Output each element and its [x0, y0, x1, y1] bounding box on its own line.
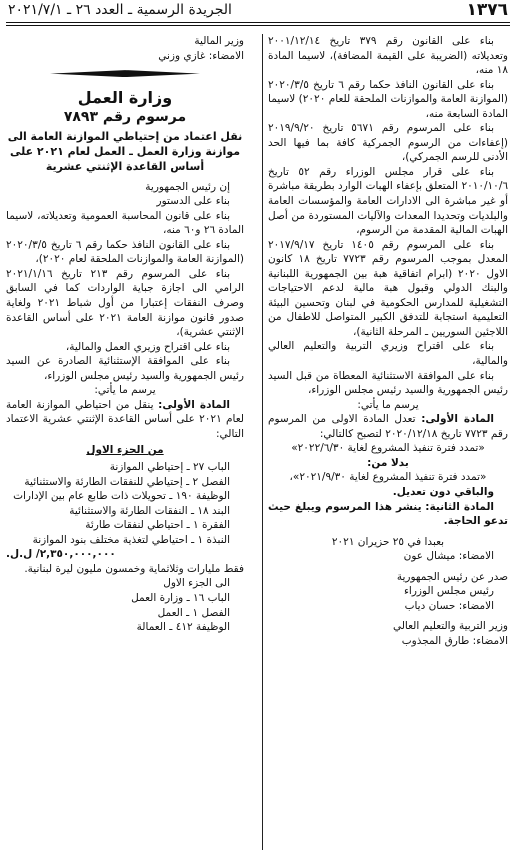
from-part-heading: من الجزء الاول — [86, 444, 164, 457]
issued-by: صدر عن رئيس الجمهورية — [396, 570, 508, 583]
paragraph: بناء على المرسوم رقم ٢١٣ تاريخ ٢٠٢١/١/١٦ الرامي الى اجازة جباية الواردات كما في السابق وصرف النفقات إعتبارا من أول شباط ٢٠٢١ ولغاية صدور قانون موازنة العامة ٢٠٢١ على أساس القاعدة الإثنتي عشرية)، — [6, 267, 244, 339]
column-divider — [262, 34, 263, 850]
budget-item: النبذة ١ ـ احتياطي لتغذية مختلف بنود الموازنة — [32, 533, 230, 546]
article-text: ينشر هذا المرسوم ويبلغ حيث تدعو الحاجة. — [268, 500, 508, 528]
header-rule — [6, 25, 510, 26]
signature: الامضاء: ميشال عون — [403, 550, 494, 563]
replace-label: بدلا من: — [367, 456, 409, 469]
paragraph: بناء على القانون النافذ حكما رقم ٦ تاريخ ٢٠٢٠/٣/٥ (الموازنة العامة والموازنات الملحقة لعام ٢٠٢٠)، — [6, 238, 244, 266]
date-line: بعبدا في ٢٥ حزيران ٢٠٢١ — [331, 535, 445, 548]
paragraph: بناء على قانون المحاسبة العمومية وتعديلاته، لاسيما المادة ٢٦ و٦٠ منه، — [6, 209, 244, 237]
paragraph: بناء على القانون رقم ٣٧٩ تاريخ ٢٠٠١/١٢/١٤ وتعديلاته (الضريبة على القيمة المضافة)، لاسيما المادة ١٨ منه، — [268, 35, 508, 77]
budget-item: الفصل ٢ ـ إحتياطي للنفقات الطارئة والاستثنائية — [24, 475, 230, 488]
article-label: المادة الأولى: — [158, 398, 230, 411]
budget-item: الوظيفة ١٩٠ ـ تحويلات ذات طابع عام بين الإدارات — [13, 490, 230, 503]
paragraph: بناء على اقتراح وزيري التربية والتعليم العالي والمالية، — [268, 340, 508, 368]
pm-title: رئيس مجلس الوزراء — [403, 585, 494, 598]
header-rule — [6, 22, 510, 23]
paragraph: إن رئيس الجمهورية — [145, 180, 230, 193]
budget-item: الباب ١٦ ـ وزارة العمل — [131, 591, 230, 604]
decree-title: نقل اعتماد من إحتياطي الموازنة العامة الى موازنة وزارة العمل ـ العمل لعام ٢٠٢١ على أساس القاعدة الإثنتي عشرية — [7, 129, 243, 173]
quote-new: «تمدد فترة تنفيذ المشروع لغاية ٢٠٢٢/٦/٣٠» — [291, 442, 485, 455]
quote-old: «تمدد فترة تنفيذ المشروع لغاية ٢٠٢١/٩/٣٠»، — [289, 471, 487, 484]
page-number: ١٣٧٦ — [466, 0, 508, 20]
paragraph: بناء على قرار مجلس الوزراء رقم ٥٢ تاريخ ٢٠١٠/١٠/٦ المتعلق بإعفاء الهبات الوارد بطريقة مباشرة أو غير مباشرة الى الادارات العامة والمؤسسات العامة والبلديات وتحديدا المعدات والآليات المستوردة من أصل الهبات المالية المقدمة من الرسوم، — [268, 165, 508, 237]
budget-item: الوظيفة ٤١٢ ـ العمالة — [136, 621, 230, 634]
article-label: المادة الثانية: — [425, 500, 494, 513]
ornament-divider — [6, 67, 244, 82]
article-1 — [6, 398, 244, 442]
minister-title: وزير التربية والتعليم العالي — [392, 620, 508, 633]
signature: الامضاء: طارق المجذوب — [401, 634, 508, 647]
page-header — [6, 0, 510, 26]
paragraph: بناء على الموافقة الاستثنائية المعطاة من قبل السيد رئيس الجمهورية والسيد رئيس مجلس الوزراء، — [268, 369, 508, 397]
budget-item: البند ١٨ ـ النفقات الطارئة والاستثنائية — [69, 504, 230, 517]
paragraph: بناء على القانون النافذ حكما رقم ٦ تاريخ ٢٠٢٠/٣/٥ (الموازنة العامة والموازنات الملحقة للعام ٢٠٢٠) لاسيما المادة السابعة منه، — [268, 78, 508, 120]
article-2 — [268, 500, 508, 529]
paragraph: بناء على الدستور — [156, 195, 230, 208]
paragraph: بناء على المرسوم رقم ١٤٠٥ تاريخ ٢٠١٧/٩/١٧ المعدل بموجب المرسوم رقم ٧٧٢٣ تاريخ ١٨ كانون الاول ٢٠٢٠ (ابرام اتفاقية هبة بين الجمهورية اللبنانية والبنك الدولي وقبول هبة مالية لدعم الاحتياجات التشغيلية للمدارس الحكومية في لبنان وتحسين البيئة التعليمية استجابة للتدفق الكبير المتواصل للاطفال من اللاجئين السوريين ـ المرحلة الثانية)، — [268, 238, 508, 338]
decrees-heading: يرسم ما يأتي: — [357, 398, 419, 411]
budget-item: الباب ٢٧ ـ إحتياطي الموازنة — [109, 461, 230, 474]
amount-words: فقط مليارات وثلاثماية وخمسون مليون ليرة لبنانية. — [24, 562, 244, 575]
article-label: المادة الأولى: — [421, 413, 494, 426]
article-text: تعدل المادة الاولى من المرسوم رقم ٧٧٢٣ تاريخ ٢٠٢٠/١٢/١٨ لتصبح كالتالي: — [268, 413, 508, 440]
paragraph: بناء على اقتراح وزيري العمل والمالية، — [65, 340, 230, 353]
article-text: ينقل من احتياطي الموازنة العامة لعام ٢٠٢١ على أساس القاعدة الإثنتي عشرية الاعتماد التالي: — [6, 398, 244, 440]
signature: الامضاء: حسان دياب — [404, 599, 494, 612]
ministry-heading: وزارة العمل — [77, 87, 173, 107]
amount: ٢,٣٥٠,٠٠٠,٠٠٠/ ل.ل. — [6, 548, 116, 561]
decrees-heading: يرسم ما يأتي: — [94, 384, 156, 397]
paragraph: بناء على المرسوم رقم ٥٦٧١ تاريخ ٢٠١٩/٩/٢٠ (إعفاءات من الرسوم الجمركية كافة بما فيها الحد الأدنى للرسم الجمركي)، — [268, 122, 508, 164]
header-title: الجريدة الرسمية ـ العدد ٢٦ ـ ٢٠٢١/٧/١ — [8, 2, 232, 18]
minister-title: وزير المالية — [194, 35, 244, 47]
left-column — [6, 34, 244, 635]
budget-item: الفقرة ١ ـ احتياطي لنفقات طارئة — [85, 519, 230, 532]
budget-item: الى الجزء الاول — [163, 577, 230, 590]
paragraph: بناء على الموافقة الإستثنائية الصادرة عن السيد رئيس الجمهورية والسيد رئيس مجلس الوزراء، — [6, 355, 244, 382]
budget-item: الفصل ١ ـ العمل — [157, 606, 230, 619]
right-column — [268, 34, 508, 648]
article-1 — [268, 412, 508, 441]
rest-unchanged: والباقي دون تعديل. — [392, 485, 494, 498]
decree-number: مرسوم رقم ٧٨٩٣ — [63, 108, 187, 125]
signature: الامضاء: غازي وزني — [158, 49, 244, 62]
